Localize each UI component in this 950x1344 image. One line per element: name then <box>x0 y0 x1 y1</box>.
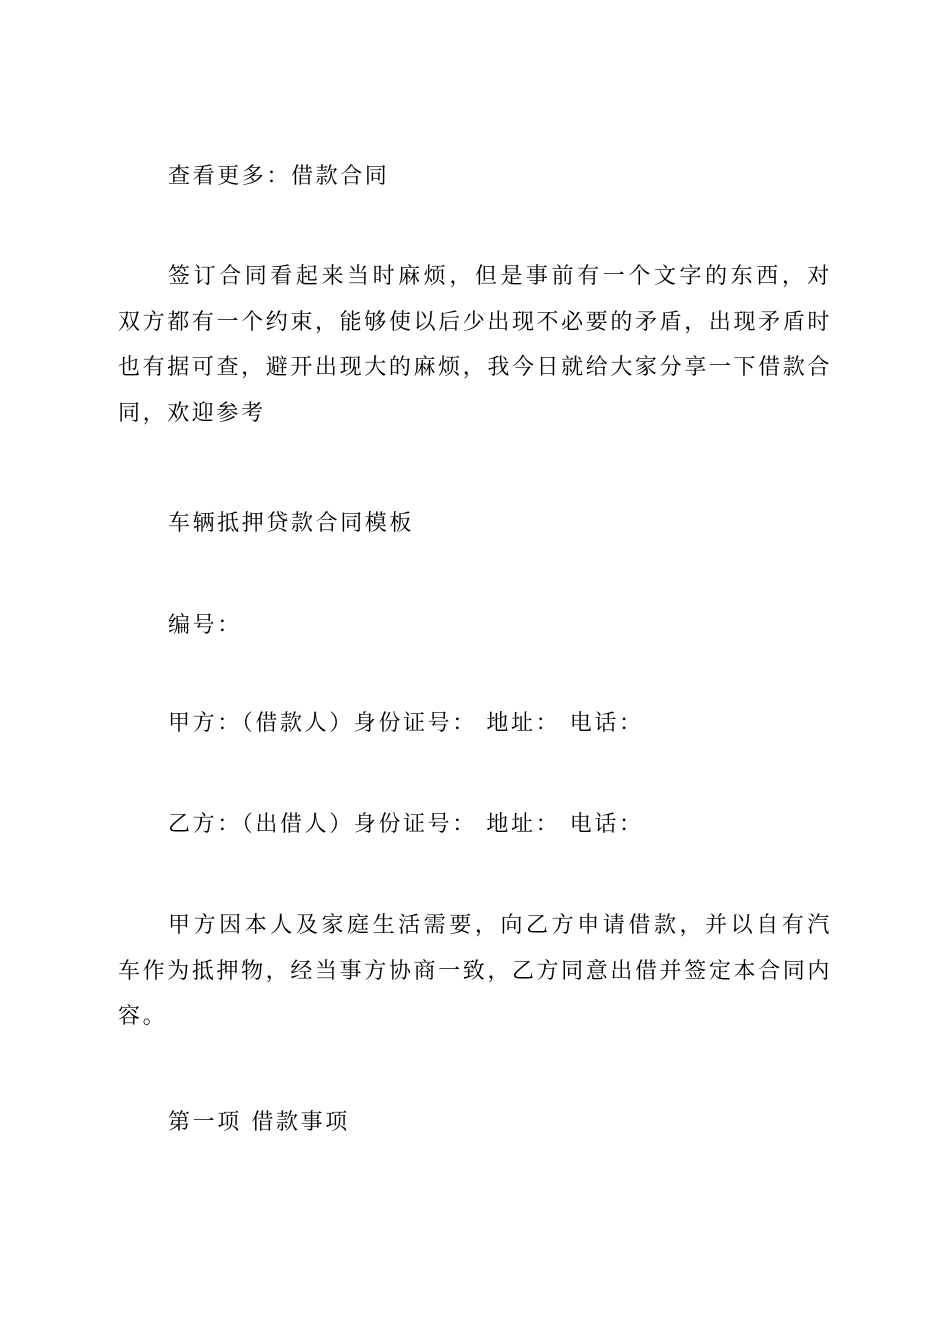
contract-number-label: 编号： <box>168 613 242 638</box>
see-more-link-text: 查看更多：借款合同 <box>168 164 390 189</box>
party-b-info: 乙方：（出借人）身份证号： 地址： 电话： <box>168 812 644 837</box>
party-a-info: 甲方：（借款人）身份证号： 地址： 电话： <box>168 711 644 736</box>
intro-paragraph: 签订合同看起来当时麻烦，但是事前有一个文字的东西，对双方都有一个约束，能够使以后少出现不必要的矛盾，出现矛盾时也有据可查，避开出现大的麻烦，我今日就给大家分享一下借款合同，欢迎参考 <box>118 264 832 426</box>
purpose-paragraph: 甲方因本人及家庭生活需要，向乙方申请借款，并以自有汽车作为抵押物，经当事方协商一致，乙方同意出借并签定本合同内容。 <box>118 913 832 1029</box>
section-one-heading: 第一项 借款事项 <box>168 1110 350 1135</box>
contract-title: 车辆抵押贷款合同模板 <box>168 511 415 536</box>
